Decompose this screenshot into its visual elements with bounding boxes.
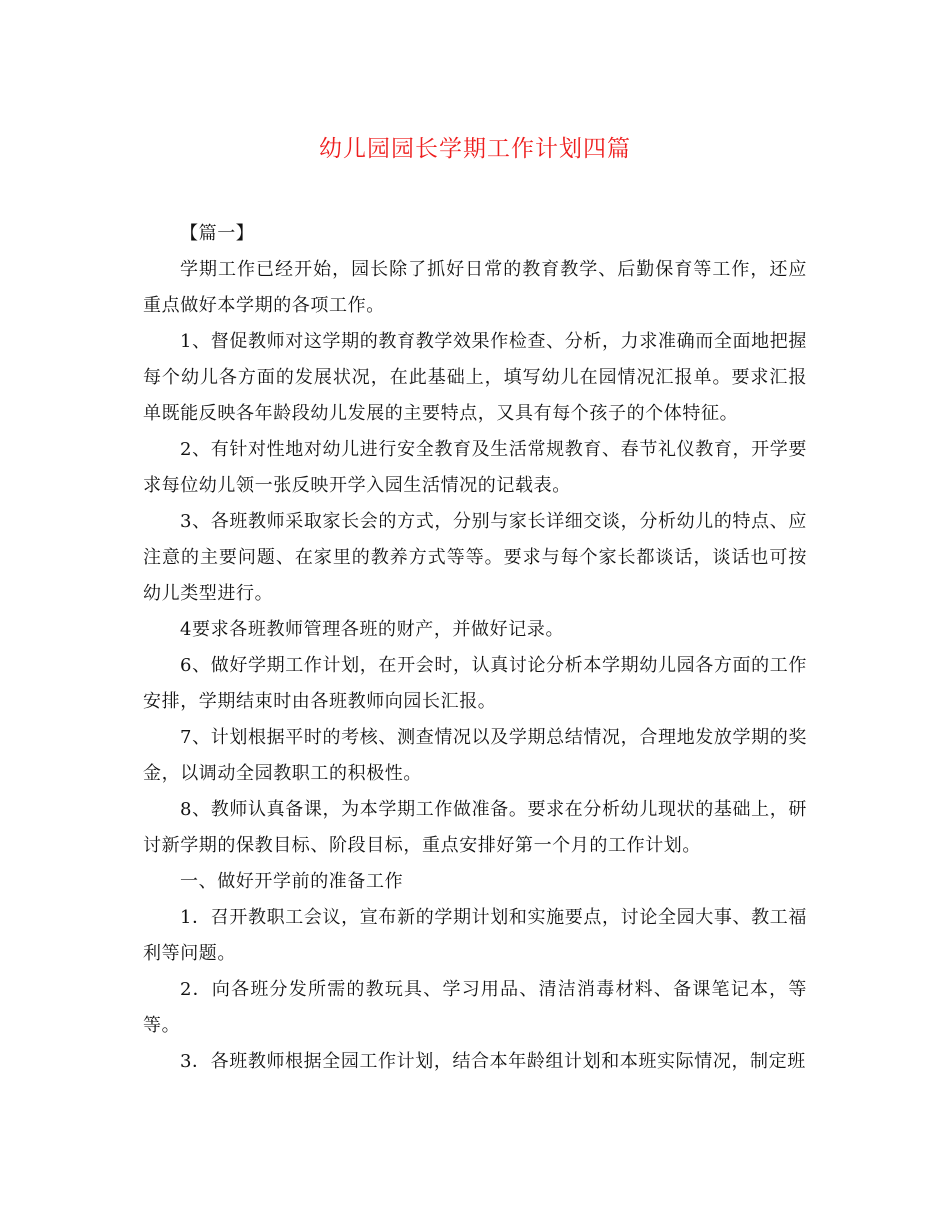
paragraph: 3、各班教师采取家长会的方式，分别与家长详细交谈，分析幼儿的特点、应注意的主要问题、在家里的教养方式等等。要求与每个家长都谈话，谈话也可按幼儿类型进行。: [143, 511, 807, 604]
paragraph: 1、督促教师对这学期的教育教学效果作检查、分析，力求准确而全面地把握每个幼儿各方面的发展状况，在此基础上，填写幼儿在园情况汇报单。要求汇报单既能反映各年龄段幼儿发展的主要特点，又具有每个孩子的个体特征。: [143, 331, 807, 424]
paragraph: 2．向各班分发所需的教玩具、学习用品、清洁消毒材料、备课笔记本，等等。: [143, 979, 807, 1036]
paragraph: 4要求各班教师管理各班的财产，并做好记录。: [180, 619, 565, 640]
document-body: [143, 216, 807, 1080]
paragraph: 3．各班教师根据全园工作计划，结合本年龄组计划和本班实际情况，制定班: [180, 1051, 806, 1072]
paragraph: 1．召开教职工会议，宣布新的学期计划和实施要点，讨论全园大事、教工福利等问题。: [143, 907, 807, 964]
paragraph: 8、教师认真备课，为本学期工作做准备。要求在分析幼儿现状的基础上，研讨新学期的保教目标、阶段目标，重点安排好第一个月的工作计划。: [143, 799, 807, 856]
paragraph: 6、做好学期工作计划，在开会时，认真讨论分析本学期幼儿园各方面的工作安排，学期结束时由各班教师向园长汇报。: [143, 655, 807, 712]
subsection-heading: 一、做好开学前的准备工作: [180, 871, 404, 892]
paragraph: 学期工作已经开始，园长除了抓好日常的教育教学、后勤保育等工作，还应重点做好本学期的各项工作。: [143, 259, 807, 316]
document-title: 幼儿园园长学期工作计划四篇: [319, 136, 631, 162]
section-heading: 【篇一】: [180, 223, 255, 244]
paragraph: 7、计划根据平时的考核、测查情况以及学期总结情况，合理地发放学期的奖金，以调动全园教职工的积极性。: [143, 727, 807, 784]
paragraph: 2、有针对性地对幼儿进行安全教育及生活常规教育、春节礼仪教育，开学要求每位幼儿领一张反映开学入园生活情况的记载表。: [143, 439, 807, 496]
